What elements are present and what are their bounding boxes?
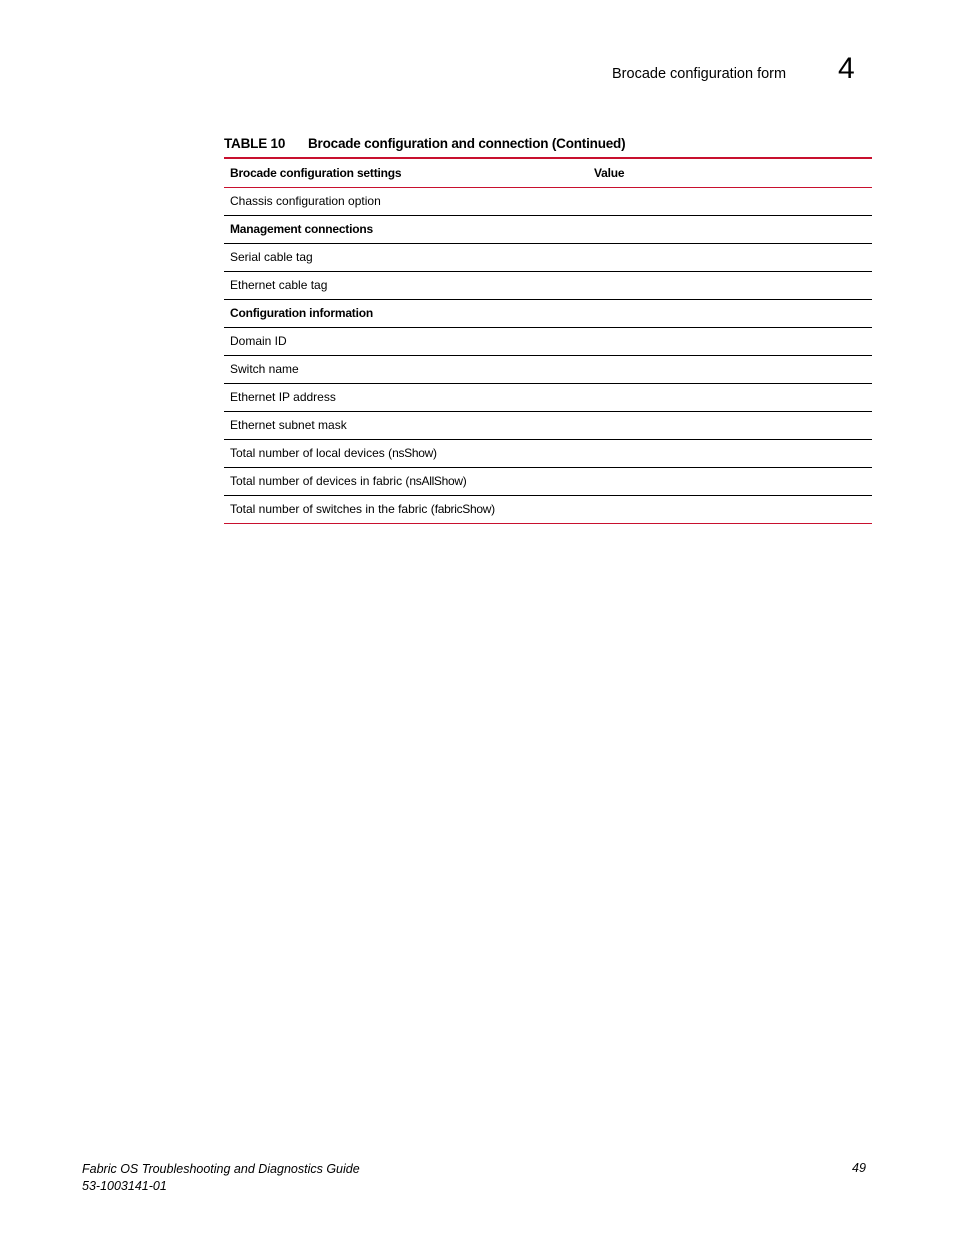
command-name: nsShow [392, 446, 433, 460]
section-label: Management connections [224, 215, 588, 243]
table-row [224, 439, 872, 467]
table-section-row [224, 215, 872, 243]
row-value [588, 383, 872, 411]
row-label: Domain ID [224, 327, 588, 355]
table-row [224, 271, 872, 299]
footer-doc-title: Fabric OS Troubleshooting and Diagnostics Guide [82, 1162, 360, 1176]
table-row [224, 355, 872, 383]
table-row [224, 495, 872, 523]
row-value [588, 327, 872, 355]
table-row [224, 411, 872, 439]
row-label: Ethernet subnet mask [224, 411, 588, 439]
table-header-row [224, 158, 872, 187]
running-header-title: Brocade configuration form [612, 66, 787, 82]
table-caption-number: TABLE 10 [224, 136, 286, 151]
row-value [588, 187, 872, 215]
section-label: Configuration information [224, 299, 588, 327]
row-label-text: Total number of local devices ( [230, 446, 393, 460]
column-header-value: Value [588, 158, 872, 187]
footer-doc-number: 53-1003141-01 [82, 1179, 167, 1193]
command-name: nsAllShow [409, 474, 463, 488]
row-label-suffix: ) [432, 446, 437, 460]
configuration-table [224, 157, 872, 524]
row-label-text: Total number of switches in the fabric ( [230, 502, 435, 516]
row-label [224, 467, 588, 495]
table-caption [224, 136, 625, 151]
row-value [588, 299, 872, 327]
page-number: 49 [852, 1161, 866, 1175]
table-row [224, 383, 872, 411]
row-label-suffix: ) [491, 502, 496, 516]
row-value [588, 243, 872, 271]
row-value [588, 411, 872, 439]
row-value [588, 439, 872, 467]
row-label [224, 439, 588, 467]
table-row [224, 327, 872, 355]
chapter-number: 4 [838, 52, 855, 85]
row-value [588, 215, 872, 243]
table-row [224, 467, 872, 495]
row-label-suffix: ) [462, 474, 467, 488]
row-label: Ethernet IP address [224, 383, 588, 411]
row-label-text: Total number of devices in fabric ( [230, 474, 410, 488]
table-caption-title: Brocade configuration and connection (Continued) [308, 136, 626, 151]
table-section-row [224, 299, 872, 327]
row-label [224, 495, 588, 523]
row-value [588, 271, 872, 299]
command-name: fabricShow [434, 502, 492, 516]
row-label: Chassis configuration option [224, 187, 588, 215]
row-label: Serial cable tag [224, 243, 588, 271]
row-value [588, 467, 872, 495]
row-value [588, 495, 872, 523]
footer-document-info [82, 1161, 360, 1195]
table-row [224, 243, 872, 271]
column-header-settings: Brocade configuration settings [224, 158, 588, 187]
row-value [588, 355, 872, 383]
row-label: Ethernet cable tag [224, 271, 588, 299]
row-label: Switch name [224, 355, 588, 383]
table-row [224, 187, 872, 215]
